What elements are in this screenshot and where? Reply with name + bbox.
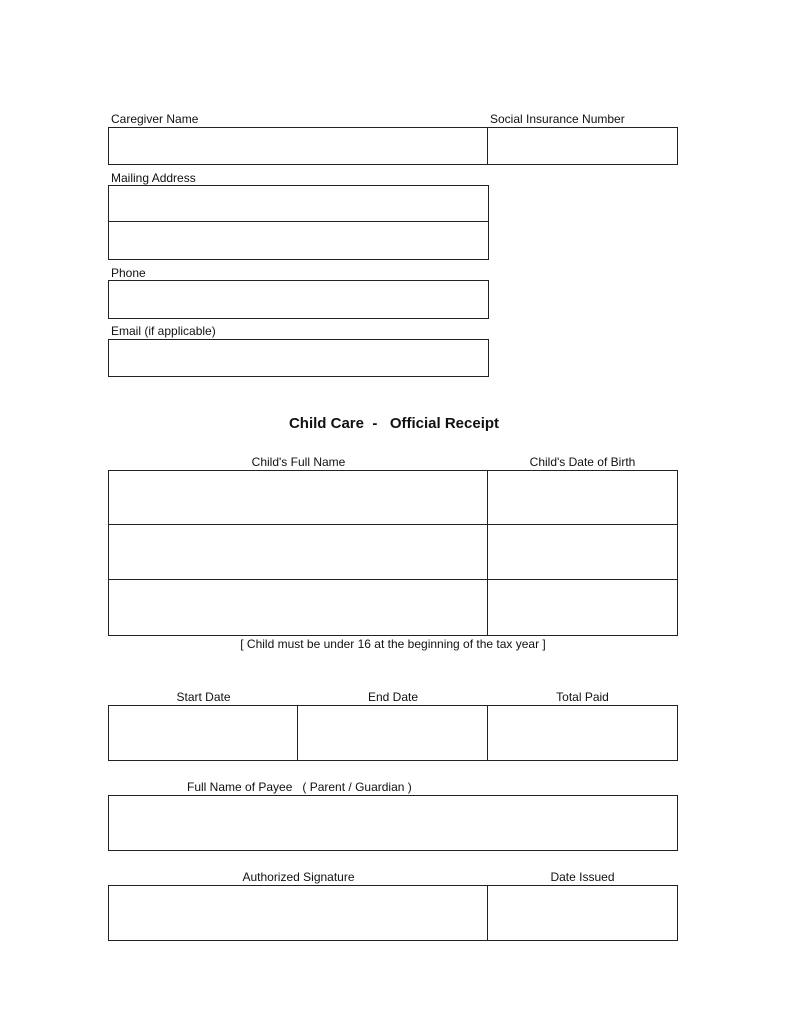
child-name-header: Child's Full Name [251, 455, 346, 469]
total-paid-label: Total Paid [556, 690, 609, 704]
child-dob-field-3[interactable] [487, 579, 678, 636]
date-issued-field[interactable] [487, 885, 678, 941]
receipt-title: Child Care - Official Receipt [288, 415, 500, 432]
caregiver-name-label: Caregiver Name [111, 112, 199, 126]
child-age-note: [ Child must be under 16 at the beginning of the tax year ] [240, 637, 546, 651]
sin-field[interactable] [487, 127, 678, 165]
child-name-field-2[interactable] [108, 524, 489, 581]
start-date-label: Start Date [176, 690, 231, 704]
signature-field[interactable] [108, 885, 489, 941]
payee-label: Full Name of Payee ( Parent / Guardian ) [187, 780, 412, 794]
child-name-field-3[interactable] [108, 579, 489, 636]
mailing-address-label: Mailing Address [111, 171, 196, 185]
mailing-address-line1-field[interactable] [108, 185, 489, 223]
signature-label: Authorized Signature [242, 870, 355, 884]
total-paid-field[interactable] [487, 705, 678, 761]
end-date-label: End Date [367, 690, 419, 704]
child-dob-header: Child's Date of Birth [529, 455, 636, 469]
mailing-address-line2-field[interactable] [108, 221, 489, 260]
payee-name-field[interactable] [108, 795, 678, 851]
child-name-field-1[interactable] [108, 470, 489, 526]
end-date-field[interactable] [297, 705, 489, 761]
caregiver-name-field[interactable] [108, 127, 489, 165]
sin-label: Social Insurance Number [490, 112, 625, 126]
child-dob-field-2[interactable] [487, 524, 678, 581]
date-issued-label: Date Issued [550, 870, 615, 884]
email-label: Email (if applicable) [111, 324, 216, 338]
phone-field[interactable] [108, 280, 489, 319]
email-field[interactable] [108, 339, 489, 377]
child-dob-field-1[interactable] [487, 470, 678, 526]
phone-label: Phone [111, 266, 146, 280]
start-date-field[interactable] [108, 705, 299, 761]
